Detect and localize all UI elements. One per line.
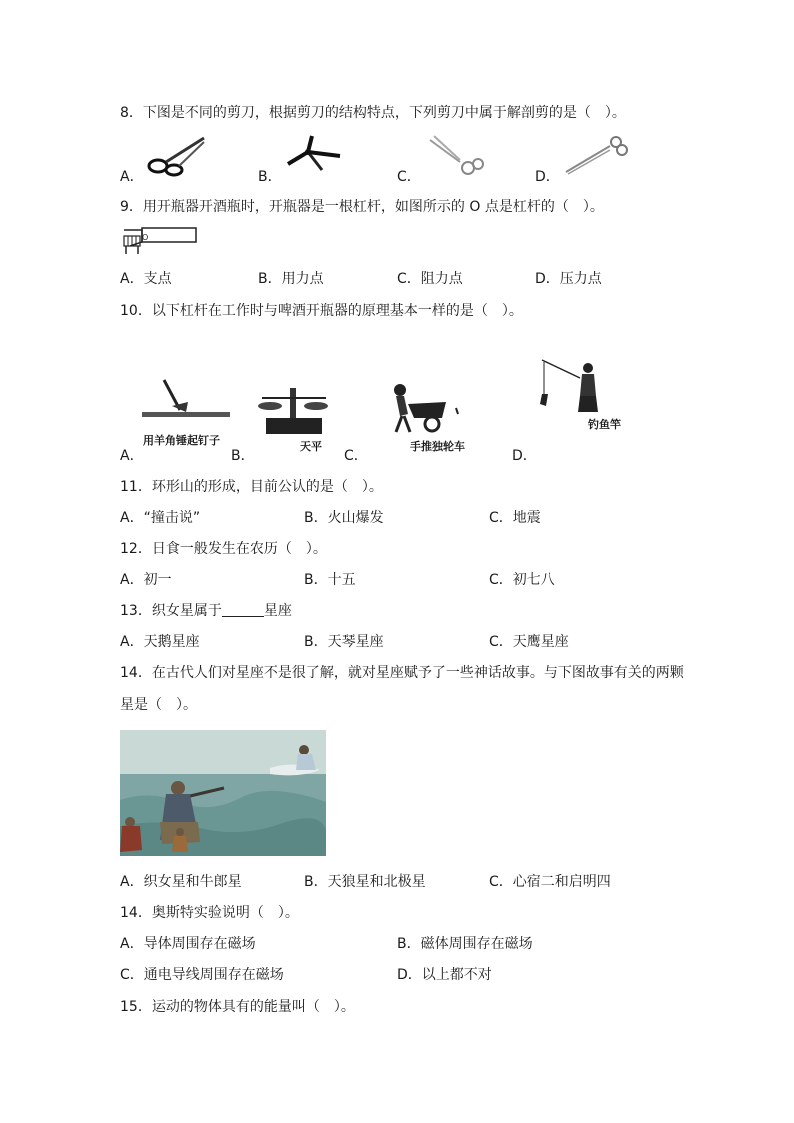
q12-option-b[interactable]: B．十五: [304, 572, 356, 588]
q14b-option-d[interactable]: D．以上都不对: [397, 967, 492, 983]
q9-option-d[interactable]: D．压力点: [535, 271, 602, 287]
balance-scale-image: [256, 382, 332, 438]
fishing-rod-image: [536, 356, 608, 416]
q13-option-a[interactable]: A．天鹅星座: [120, 634, 200, 650]
q14b-text: 14．奥斯特实验说明（ ）。: [120, 905, 299, 921]
q11-option-b[interactable]: B．火山爆发: [304, 510, 384, 526]
q13-text: [120, 602, 292, 620]
q10-option-d[interactable]: D．: [512, 448, 537, 464]
q11-option-c[interactable]: C．地震: [489, 510, 541, 526]
q13-suffix: 星座: [263, 603, 292, 619]
q13-option-b[interactable]: B．天琴星座: [304, 634, 384, 650]
q9-option-c[interactable]: C．阻力点: [397, 271, 463, 287]
q10-option-b[interactable]: B．: [231, 448, 255, 464]
wheelbarrow-image: [384, 380, 466, 436]
q12-text: 12．日食一般发生在农历（ ）。: [120, 541, 327, 557]
q13-prefix: 13．织女星属于: [120, 603, 222, 619]
q8-text: 8．下图是不同的剪刀，根据剪刀的结构特点，下列剪刀中属于解剖剪的是（ ）。: [120, 105, 626, 121]
q14b-option-b[interactable]: B．磁体周围存在磁场: [397, 936, 533, 952]
q8-option-c[interactable]: C．: [397, 169, 421, 185]
scissors-c-image: [426, 134, 488, 178]
q10-option-c[interactable]: C．: [344, 448, 368, 464]
q10-text: 10．以下杠杆在工作时与啤酒开瓶器的原理基本一样的是（ ）。: [120, 303, 523, 319]
q10-option-a[interactable]: A．: [120, 448, 144, 464]
q13-blank[interactable]: [222, 602, 264, 617]
q11-option-a[interactable]: A．“撞击说”: [120, 510, 201, 526]
q10-caption-wheelbarrow: 手推独轮车: [410, 440, 465, 453]
q14a-option-a[interactable]: A．织女星和牛郎星: [120, 874, 242, 890]
q15-text: 15．运动的物体具有的能量叫（ ）。: [120, 999, 355, 1015]
q9-option-a[interactable]: A．支点: [120, 271, 172, 287]
q14a-line1: 14．在古代人们对星座不是很了解，就对星座赋予了一些神话故事。与下图故事有关的两颗: [120, 665, 684, 681]
q8-option-b[interactable]: B．: [258, 169, 282, 185]
q8-option-a[interactable]: A．: [120, 169, 144, 185]
scissors-b-image: [282, 134, 344, 178]
q12-option-a[interactable]: A．初一: [120, 572, 172, 588]
bottle-opener-image: [120, 222, 200, 258]
legend-painting-image: [120, 730, 326, 856]
scissors-a-image: [146, 134, 208, 178]
q14a-option-c[interactable]: C．心宿二和启明四: [489, 874, 611, 890]
q9-text: 9．用开瓶器开酒瓶时，开瓶器是一根杠杆，如图所示的 O 点是杠杆的（ ）。: [120, 199, 604, 215]
q14b-option-c[interactable]: C．通电导线周围存在磁场: [120, 967, 284, 983]
q14a-option-b[interactable]: B．天狼星和北极星: [304, 874, 426, 890]
q8-option-d[interactable]: D．: [535, 169, 560, 185]
q14a-line2: 星是（ ）。: [120, 697, 197, 713]
svg-text:O: O: [142, 233, 149, 242]
q10-caption-balance: 天平: [300, 440, 322, 453]
q10-caption-fishing: 钓鱼竿: [588, 418, 621, 431]
q12-option-c[interactable]: C．初七八: [489, 572, 555, 588]
q10-caption-hammer: 用羊角锤起钉子: [143, 434, 220, 447]
q13-option-c[interactable]: C．天鹰星座: [489, 634, 569, 650]
q9-option-b[interactable]: B．用力点: [258, 271, 324, 287]
q14b-option-a[interactable]: A．导体周围存在磁场: [120, 936, 256, 952]
hammer-nail-image: [140, 376, 232, 432]
scissors-d-image: [562, 134, 628, 178]
q11-text: 11．环形山的形成，目前公认的是（ ）。: [120, 479, 383, 495]
